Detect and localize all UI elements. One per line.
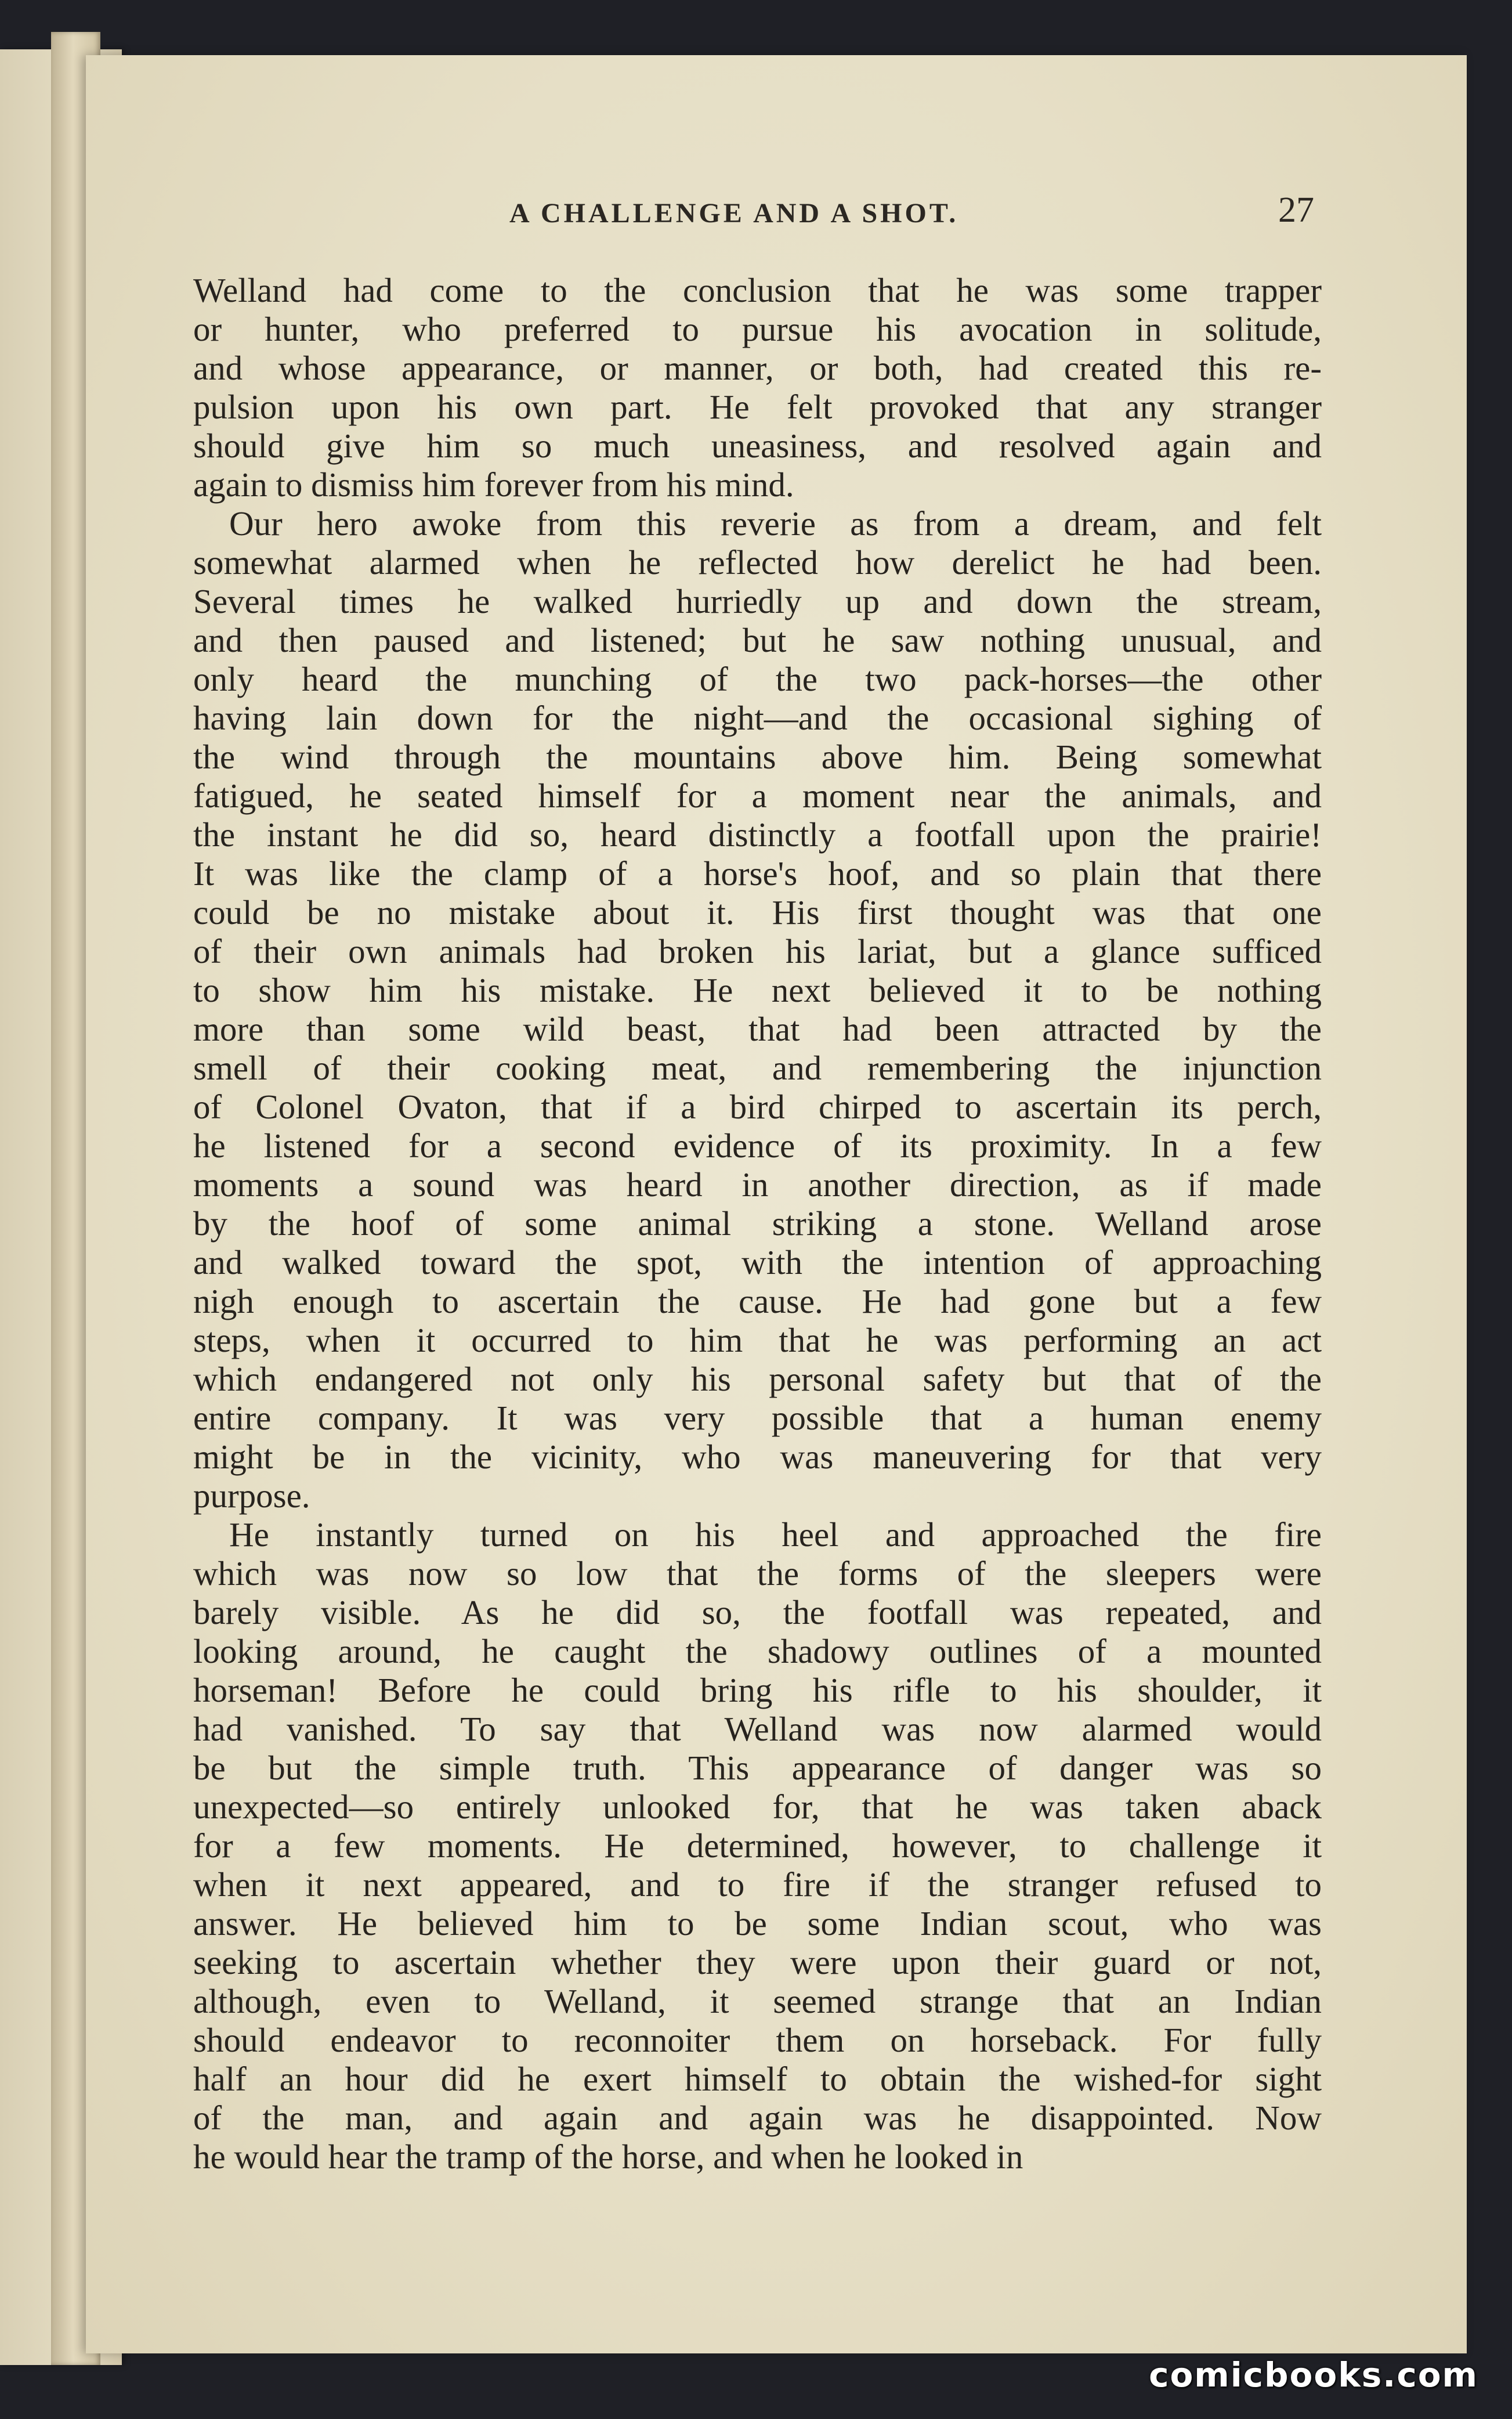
text-line: and walked toward the spot, with the intention of approaching: [193, 1243, 1322, 1281]
text-line: horseman! Before he could bring his rifle to his shoulder, it: [193, 1671, 1322, 1709]
text-line: of their own animals had broken his lariat, but a glance sufficed: [193, 932, 1322, 970]
text-line: It was like the clamp of a horse's hoof, and so plain that there: [193, 854, 1322, 893]
text-line: and whose appearance, or manner, or both, had created this re-: [193, 349, 1322, 387]
text-line: the instant he did so, heard distinctly a footfall upon the prairie!: [193, 815, 1322, 854]
text-line: fatigued, he seated himself for a moment near the animals, and: [193, 777, 1322, 815]
text-line: He instantly turned on his heel and approached the fire: [229, 1515, 1322, 1554]
text-line: pulsion upon his own part. He felt provoked that any stranger: [193, 388, 1322, 426]
text-line: half an hour did he exert himself to obtain the wished-for sight: [193, 2060, 1322, 2098]
page-number: 27: [1278, 190, 1314, 230]
text-line: somewhat alarmed when he reflected how derelict he had been.: [193, 543, 1322, 582]
text-line: seeking to ascertain whether they were upon their guard or not,: [193, 1943, 1322, 1981]
text-line: Welland had come to the conclusion that he was some trapper: [193, 271, 1322, 309]
text-line: and then paused and listened; but he saw nothing unusual, and: [193, 621, 1322, 659]
watermark-logo: comicbooks.com: [1149, 2355, 1478, 2395]
running-head: A CHALLENGE AND A SHOT.: [509, 198, 959, 229]
text-line: although, even to Welland, it seemed strange that an Indian: [193, 1982, 1322, 2020]
text-line: only heard the munching of the two pack-horses—the other: [193, 660, 1322, 698]
text-line: entire company. It was very possible that a human enemy: [193, 1399, 1322, 1437]
text-line: unexpected—so entirely unlooked for, that he was taken aback: [193, 1788, 1322, 1826]
text-line: which endangered not only his personal safety but that of the: [193, 1360, 1322, 1398]
text-line: looking around, he caught the shadowy outlines of a mounted: [193, 1632, 1322, 1670]
text-line: of the man, and again and again was he disappointed. Now: [193, 2099, 1322, 2137]
text-line: answer. He believed him to be some Indian scout, who was: [193, 1904, 1322, 1943]
text-line: smell of their cooking meat, and remembering the injunction: [193, 1049, 1322, 1087]
paragraph: [193, 1515, 1322, 2176]
text-line: which was now so low that the forms of the sleepers were: [193, 1554, 1322, 1593]
text-line: more than some wild beast, that had been attracted by the: [193, 1010, 1322, 1048]
text-line: might be in the vicinity, who was maneuvering for that very: [193, 1438, 1322, 1476]
text-line: by the hoof of some animal striking a stone. Welland arose: [193, 1204, 1322, 1243]
text-line: when it next appeared, and to fire if the stranger refused to: [193, 1865, 1322, 1904]
text-line: Several times he walked hurriedly up and down the stream,: [193, 582, 1322, 620]
text-line: again to dismiss him forever from his mind.: [193, 465, 794, 504]
text-line: purpose.: [193, 1476, 310, 1515]
text-line: moments a sound was heard in another direction, as if made: [193, 1165, 1322, 1204]
paragraph: [193, 271, 1322, 504]
text-line: having lain down for the night—and the occasional sighing of: [193, 699, 1322, 737]
text-line: Our hero awoke from this reverie as from a dream, and felt: [229, 504, 1322, 543]
text-line: to show him his mistake. He next believed it to be nothing: [193, 971, 1322, 1009]
text-line: of Colonel Ovaton, that if a bird chirped to ascertain its perch,: [193, 1088, 1322, 1126]
text-line: should give him so much uneasiness, and resolved again and: [193, 427, 1322, 465]
text-line: he listened for a second evidence of its proximity. In a few: [193, 1127, 1322, 1165]
book-page: [86, 55, 1467, 2353]
paragraph: [193, 504, 1322, 1515]
body-text: [193, 271, 1322, 2176]
text-line: barely visible. As he did so, the footfall was repeated, and: [193, 1593, 1322, 1631]
text-line: the wind through the mountains above him. Being somewhat: [193, 738, 1322, 776]
text-line: should endeavor to reconnoiter them on horseback. For fully: [193, 2021, 1322, 2059]
text-line: for a few moments. He determined, however, to challenge it: [193, 1826, 1322, 1865]
text-line: steps, when it occurred to him that he was performing an act: [193, 1321, 1322, 1359]
text-line: be but the simple truth. This appearance of danger was so: [193, 1749, 1322, 1787]
text-line: had vanished. To say that Welland was now alarmed would: [193, 1710, 1322, 1748]
text-line: he would hear the tramp of the horse, and when he looked in: [193, 2138, 1023, 2176]
text-line: or hunter, who preferred to pursue his avocation in solitude,: [193, 310, 1322, 348]
text-line: nigh enough to ascertain the cause. He had gone but a few: [193, 1282, 1322, 1320]
text-line: could be no mistake about it. His first thought was that one: [193, 893, 1322, 932]
